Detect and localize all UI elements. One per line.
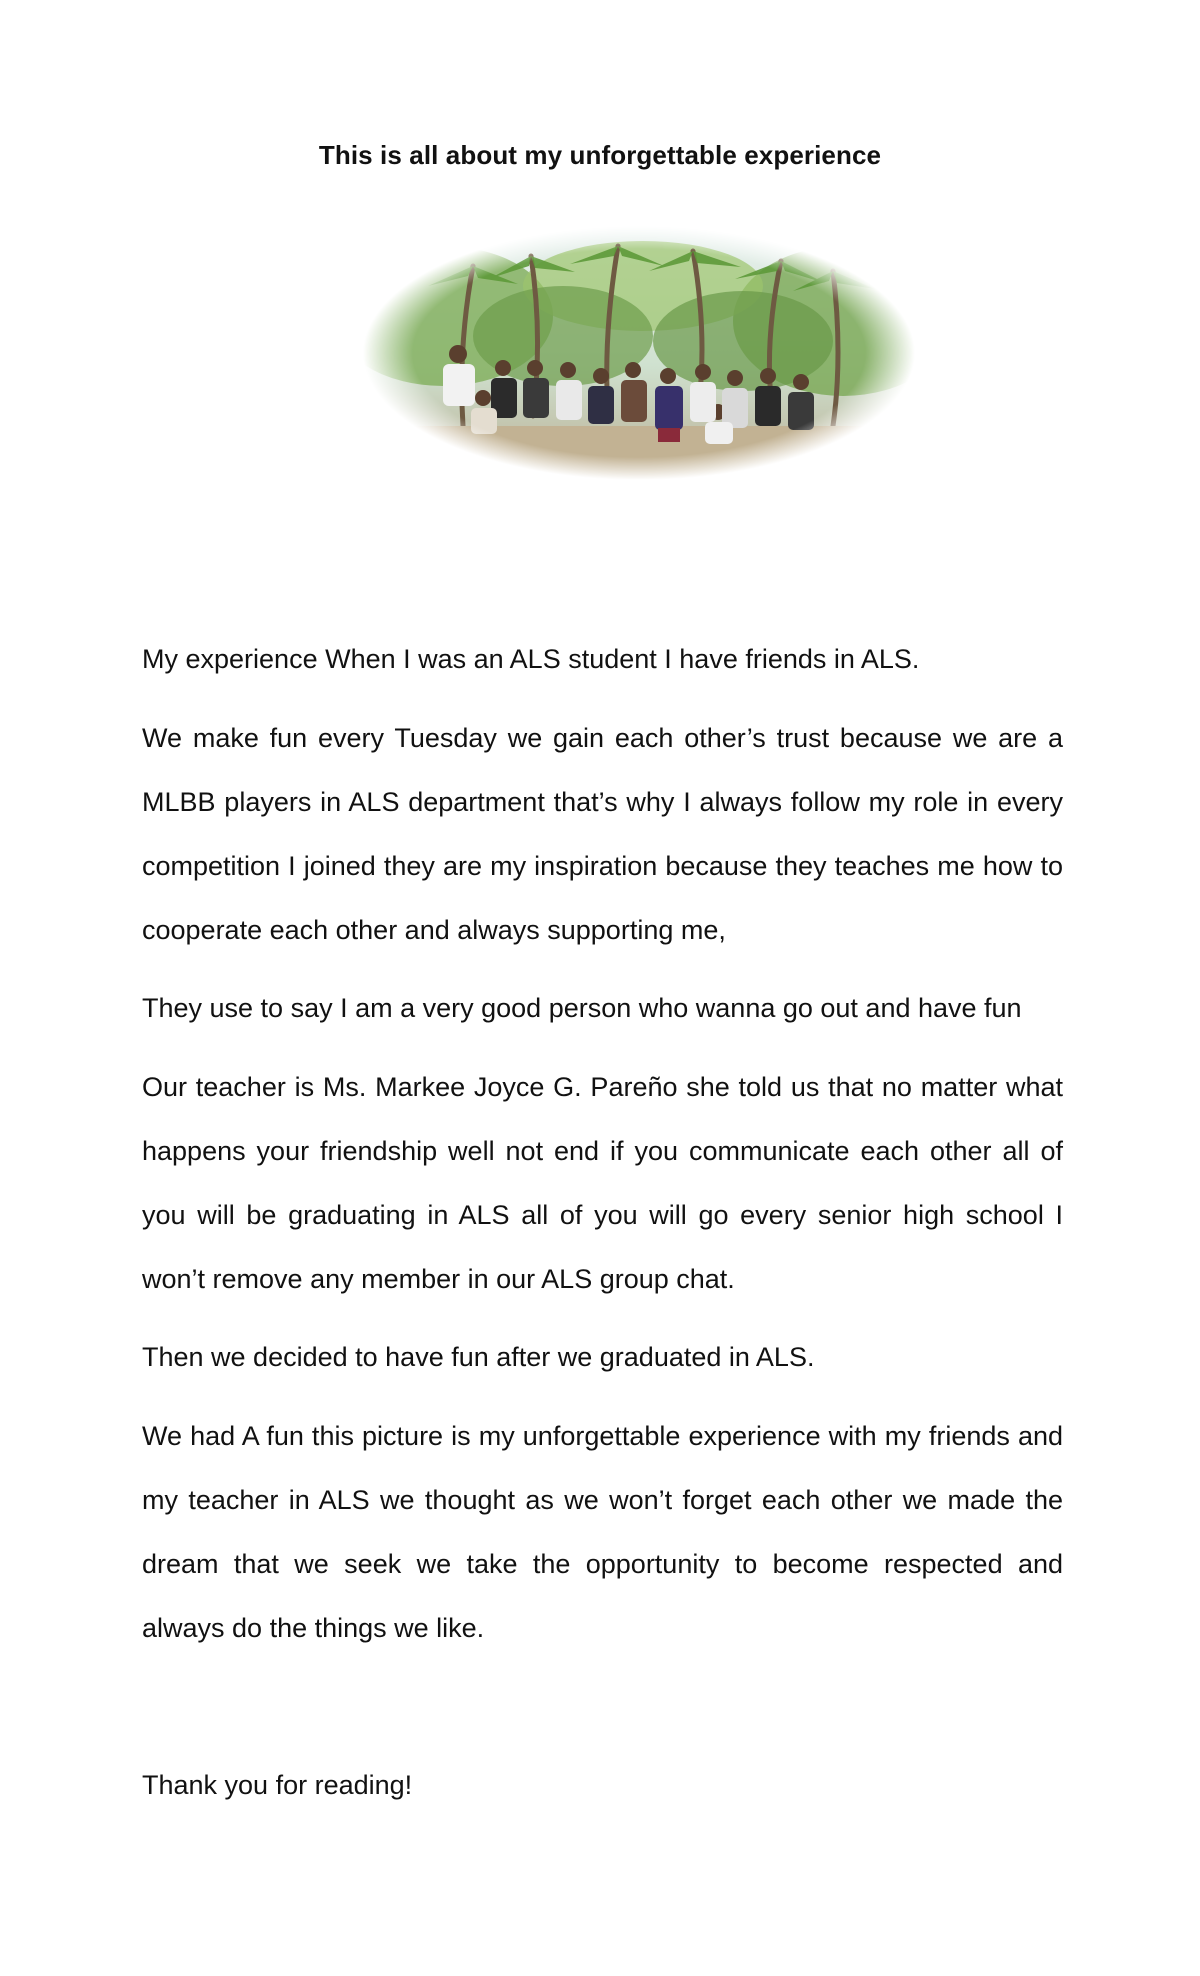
paragraph-graduated: [142, 1325, 1063, 1389]
paragraph-text: Thank you for reading!: [142, 1770, 413, 1800]
paragraph-text: We had A fun this picture is my unforgettable experience with my friends and my teacher in ALS we thought as we won’t forget each other we made the dream that we seek we take the opportunity to become respected and always do the things we like.: [142, 1421, 1063, 1643]
paragraph-text: We make fun every Tuesday we gain each other’s trust because we are a MLBB players in ALS department that’s why I always follow my role in every competition I joined they are my inspiration because they teaches me how to cooperate each other and always supporting me,: [142, 723, 1063, 945]
paragraph-picture: [142, 1404, 1063, 1660]
paragraph-text: They use to say I am a very good person who wanna go out and have fun: [142, 993, 1022, 1023]
paragraph-text: My experience When I was an ALS student I have friends in ALS.: [142, 644, 920, 674]
paragraph-text: Our teacher is Ms. Markee Joyce G. Pareño she told us that no matter what happens your friendship well not end if you communicate each other all of you will be graduating in ALS all of you will go every senior high school I won’t remove any member in our ALS group chat.: [142, 1072, 1063, 1294]
paragraph-good-person: [142, 976, 1063, 1040]
paragraph-thanks: [142, 1753, 1063, 1817]
group-photo: [363, 226, 915, 480]
document-title: This is all about my unforgettable experience: [318, 140, 882, 170]
paragraph-teacher: [142, 1055, 1063, 1311]
paragraph-text: Then we decided to have fun after we graduated in ALS.: [142, 1342, 815, 1372]
paragraph-tuesday: [142, 706, 1063, 962]
paragraph-intro: [142, 627, 1063, 691]
